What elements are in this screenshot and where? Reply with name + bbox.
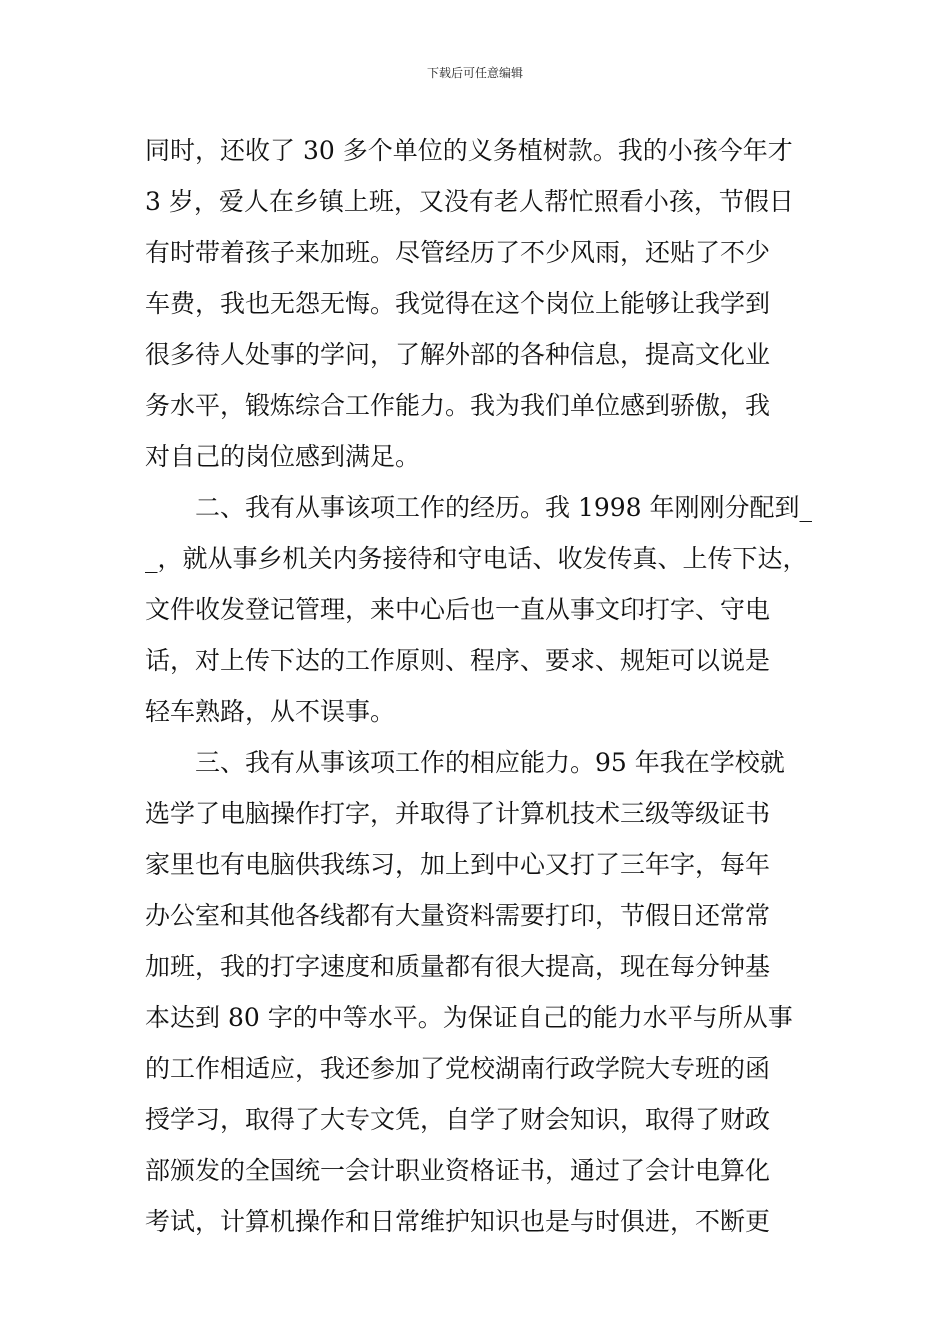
- text-line: 轻车熟路，从不误事。: [145, 697, 396, 726]
- text-line: 对自己的岗位感到满足。: [145, 442, 421, 471]
- text-line: 家里也有电脑供我练习，加上到中心又打了三年字，每年: [145, 850, 771, 879]
- text-line: 很多待人处事的学问，了解外部的各种信息，提高文化业: [145, 340, 771, 369]
- text-line: 加班，我的打字速度和质量都有很大提高，现在每分钟基: [145, 952, 771, 981]
- paragraph-start-line: 二、我有从事该项工作的经历。我 1998 年刚刚分配到_: [195, 493, 813, 522]
- text-line: 文件收发登记管理，来中心后也一直从事文印打字、守电: [145, 595, 771, 624]
- text-line: 考试，计算机操作和日常维护知识也是与时俱进，不断更: [145, 1207, 771, 1236]
- text-line: 本达到 80 字的中等水平。为保证自己的能力水平与所从事: [145, 1003, 793, 1032]
- text-line: 选学了电脑操作打字，并取得了计算机技术三级等级证书: [145, 799, 771, 828]
- document-body: [145, 125, 815, 1247]
- text-line: 3 岁，爱人在乡镇上班，又没有老人帮忙照看小孩，节假日: [145, 187, 794, 216]
- text-line: 车费，我也无怨无悔。我觉得在这个岗位上能够让我学到: [145, 289, 771, 318]
- page-header: 下载后可任意编辑: [426, 66, 523, 80]
- text-line: 话，对上传下达的工作原则、程序、要求、规矩可以说是: [145, 646, 771, 675]
- text-line: 务水平，锻炼综合工作能力。我为我们单位感到骄傲，我: [145, 391, 771, 420]
- paragraph-start-line: 三、我有从事该项工作的相应能力。95 年我在学校就: [195, 748, 785, 777]
- text-line: 办公室和其他各线都有大量资料需要打印，节假日还常常: [145, 901, 771, 930]
- text-line: 授学习，取得了大专文凭，自学了财会知识，取得了财政: [145, 1105, 771, 1134]
- text-line: 的工作相适应，我还参加了党校湖南行政学院大专班的函: [145, 1054, 771, 1083]
- text-line: _，就从事乡机关内务接待和守电话、收发传真、上传下达，: [145, 544, 808, 573]
- text-line: 同时，还收了 30 多个单位的义务植树款。我的小孩今年才: [145, 136, 793, 165]
- text-line: 部颁发的全国统一会计职业资格证书，通过了会计电算化: [145, 1156, 771, 1185]
- text-line: 有时带着孩子来加班。尽管经历了不少风雨，还贴了不少: [145, 238, 771, 267]
